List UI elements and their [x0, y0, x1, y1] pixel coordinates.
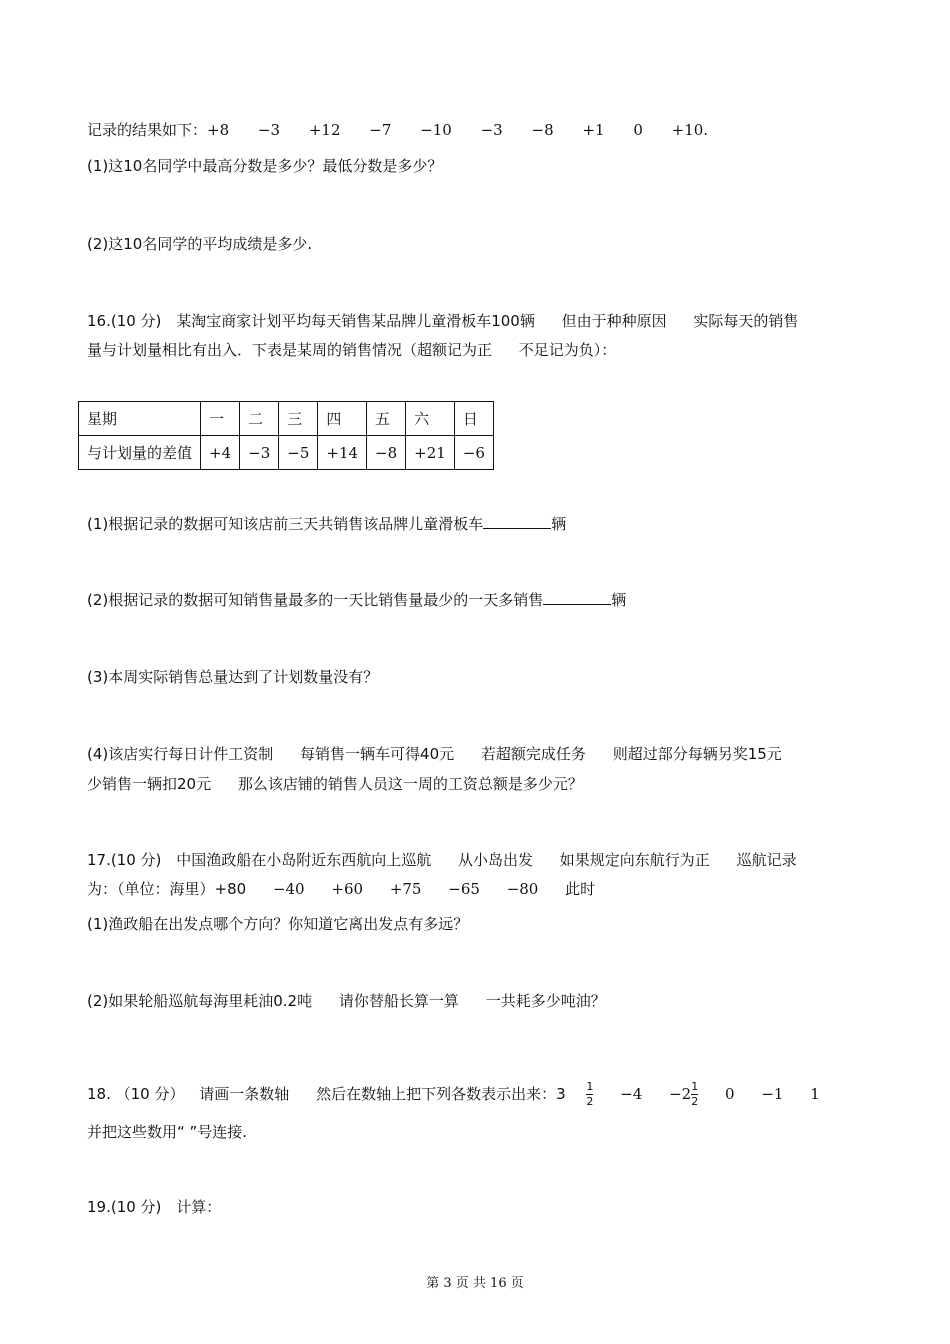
table-cell: 与计划量的差值 — [79, 436, 201, 470]
q18-value: −1 — [761, 1085, 784, 1103]
q16-part4-text: 则超过部分每辆另奖15元 — [612, 745, 782, 763]
q15-record: +10. — [671, 121, 709, 139]
q16-text-line1 — [87, 311, 798, 331]
q15-record: −10 — [420, 121, 452, 139]
table-cell: +14 — [318, 436, 367, 470]
q17-text: 从小岛出发 — [458, 851, 534, 869]
q16-text-line2 — [87, 340, 616, 360]
q18-number: 18. （10 分） — [87, 1085, 185, 1103]
q18-text-line1 — [87, 1081, 820, 1108]
q15-record: −8 — [531, 121, 554, 139]
table-cell: 三 — [279, 402, 318, 436]
q16-text: 不足记为负）： — [518, 341, 617, 359]
q16-part4-text: 那么该店铺的销售人员这一周的工资总额是多少元？ — [237, 775, 583, 793]
q17-record: −65 — [448, 880, 480, 898]
q17-text: 如果规定向东航行为正 — [559, 851, 710, 869]
q18-text: 请画一条数轴 — [199, 1085, 290, 1103]
table-cell: −8 — [367, 436, 406, 470]
fraction-denominator: 2 — [691, 1095, 699, 1108]
table-cell: +4 — [201, 436, 240, 470]
answer-blank — [543, 590, 611, 605]
q18-text: 然后在数轴上把下列各数表示出来：3 — [316, 1085, 566, 1103]
table-cell: 二 — [240, 402, 279, 436]
q18-value: −4 — [620, 1085, 643, 1103]
fraction — [586, 1081, 593, 1108]
q19-text — [87, 1197, 221, 1217]
q17-number: 17.(10 分) — [87, 851, 162, 869]
fraction-denominator: 2 — [586, 1095, 594, 1108]
table-cell: 日 — [454, 402, 493, 436]
q17-record: +75 — [389, 880, 422, 898]
q16-part3: (3)本周实际销售总量达到了计划数量没有？ — [87, 668, 379, 686]
q17-text: 中国渔政船在小岛附近东西航向上巡航 — [176, 851, 432, 869]
q19-number: 19.(10 分) — [87, 1198, 162, 1216]
q18-value: 0 — [724, 1085, 735, 1103]
q16-part2 — [87, 590, 626, 610]
q17-text: 此时 — [565, 880, 596, 898]
q15-record: −3 — [257, 121, 281, 139]
q16-part4-text: 每销售一辆车可得40元 — [300, 745, 455, 763]
q17-text: 巡航记录 — [736, 851, 797, 869]
q18-text-line2: 并把这些数用“ ”号连接. — [87, 1123, 248, 1141]
q15-record: +1 — [582, 121, 605, 139]
q16-part4-text: 若超额完成任务 — [480, 745, 586, 763]
q17-part2 — [87, 991, 606, 1011]
table-cell: 一 — [201, 402, 240, 436]
table-row — [79, 436, 494, 470]
q16-part4-line2 — [87, 774, 583, 794]
q15-part2: (2)这10名同学的平均成绩是多少. — [87, 235, 313, 253]
q17-record: −80 — [506, 880, 539, 898]
table-cell: 星期 — [79, 402, 201, 436]
table-cell: −3 — [240, 436, 279, 470]
q16-text: 但由于种种原因 — [561, 312, 667, 330]
q17-part2-text: 一共耗多少吨油？ — [485, 992, 606, 1010]
q18-value: 1 — [810, 1085, 820, 1103]
q17-record: +60 — [331, 880, 364, 898]
q16-text: 量与计划量相比有出入．下表是某周的销售情况（超额记为正 — [87, 341, 493, 359]
q17-text: 为：（单位：海里）+80 — [87, 880, 247, 898]
q17-part2-text: (2)如果轮船巡航每海里耗油0.2吨 — [87, 992, 313, 1010]
table-row — [79, 402, 494, 436]
q16-text: 实际每天的销售 — [693, 312, 799, 330]
q16-part2-text: (2)根据记录的数据可知销售量最多的一天比销售量最少的一天多销售 — [87, 591, 544, 609]
q15-part1: (1)这10名同学中最高分数是多少？最低分数是多少？ — [87, 157, 443, 175]
table-cell: −5 — [279, 436, 318, 470]
q16-part1-unit: 辆 — [551, 515, 567, 533]
table-cell: 五 — [367, 402, 406, 436]
q17-text-line1 — [87, 850, 797, 870]
q15-records-line — [87, 120, 708, 140]
answer-blank — [483, 514, 551, 529]
fraction — [691, 1081, 698, 1108]
fraction-numerator: 1 — [691, 1080, 699, 1093]
q17-part2-text: 请你替船长算一算 — [338, 992, 459, 1010]
q16-part1-text: (1)根据记录的数据可知该店前三天共销售该品牌儿童滑板车 — [87, 515, 484, 533]
q17-text-line2 — [87, 879, 595, 899]
q16-part2-unit: 辆 — [611, 591, 627, 609]
q15-record: 0 — [633, 121, 643, 139]
q16-text: 某淘宝商家计划平均每天销售某品牌儿童滑板车100辆 — [176, 312, 535, 330]
q15-record: −3 — [480, 121, 503, 139]
table-cell: 四 — [318, 402, 367, 436]
q15-record: −7 — [369, 121, 392, 139]
q15-record: +8 — [207, 121, 230, 139]
q16-sales-table — [78, 401, 494, 470]
q17-part1: (1)渔政船在出发点哪个方向？你知道它离出发点有多远？ — [87, 915, 469, 933]
page-footer: 第 3 页 共 16 页 — [426, 1276, 524, 1291]
table-cell: +21 — [406, 436, 455, 470]
q17-record: −40 — [272, 880, 305, 898]
q15-record: +12 — [308, 121, 341, 139]
q16-part4-line1 — [87, 744, 782, 764]
fraction-numerator: 1 — [586, 1080, 594, 1093]
q16-number: 16.(10 分) — [87, 312, 162, 330]
q18-value: −2 — [669, 1085, 692, 1103]
q16-part4-text: (4)该店实行每日计件工资制 — [87, 745, 274, 763]
table-cell: 六 — [406, 402, 455, 436]
table-cell: −6 — [454, 436, 493, 470]
q19-prompt: 计算： — [176, 1198, 222, 1216]
q16-part1 — [87, 514, 566, 534]
q16-part4-text: 少销售一辆扣20元 — [87, 775, 212, 793]
q15-records-prefix: 记录的结果如下： — [87, 121, 208, 139]
